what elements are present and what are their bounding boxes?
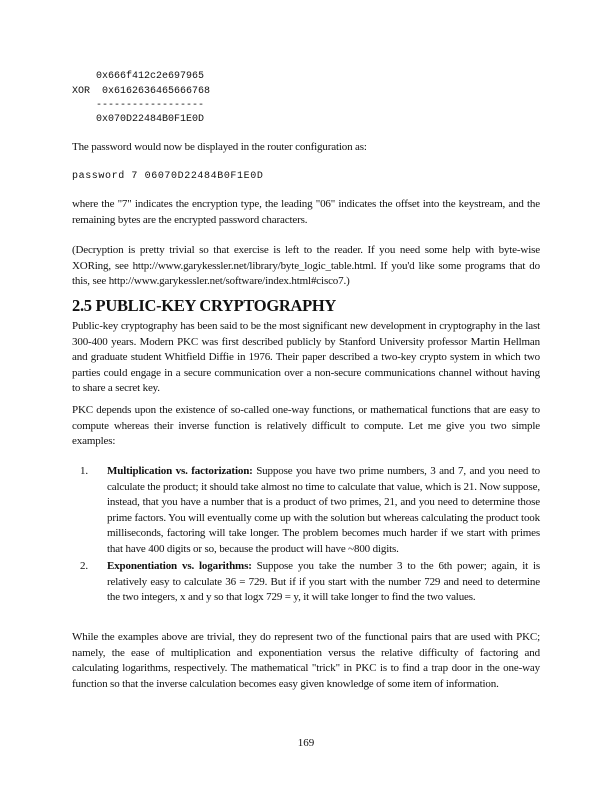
list-item-number: 1. (80, 465, 88, 477)
section-heading: 2.5 PUBLIC-KEY CRYPTOGRAPHY (72, 296, 337, 315)
pkc-one-way-paragraph: PKC depends upon the existence of so-called one-way functions, or mathematical functions that are easy to compute whereas their inverse function is relatively difficult to compute. Let me give you two simple examples: (72, 404, 540, 447)
password-config-line: password 7 06070D22484B0F1E0D (72, 171, 264, 182)
list-item-title: Multiplication vs. factorization: (107, 465, 253, 477)
list-item-text: Suppose you have two prime numbers, 3 and 7, and you need to calculate the product; it should take almost no time to calculate that value, which is 21. Now suppose, instead, that you have a number that is a product of two primes, 21, and you need to determine those prime factors. You will eventually come up with the solution but whereas calculating the product took milliseconds, factoring will take longer. The problem becomes much harder if we start with primes that have 400 digits or so, because the product will have ~800 digits. (107, 465, 541, 555)
xor-code-line-1: 0x666f412c2e697965 (72, 71, 205, 82)
page-number: 169 (297, 737, 315, 749)
list-item-text: Suppose you take the number 3 to the 6th power; again, it is relatively easy to calculate 36 = 729. But if if you start with the number 729 and need to determine the two integers, x and y so that logx 729 = y, it will take longer to find the two values. (107, 560, 540, 603)
password-intro-paragraph: The password would now be displayed in the router configuration as: (72, 141, 367, 153)
encryption-explanation-paragraph: where the "7" indicates the encryption type, the leading "06" indicates the offset into the keystream, and the remaining bytes are the encrypted password characters. (72, 198, 540, 226)
closing-paragraph: While the examples above are trivial, they do represent two of the functional pairs that are used with PKC; namely, the ease of multiplication and exponentiation versus the relative difficulty of factoring and calculating logarithms, respectively. The mathematical "trick" in PKC is to find a trap door in the one-way function so that the inverse calculation becomes easy given knowledge of some item of information. (72, 631, 540, 690)
list-item-title: Exponentiation vs. logarithms: (107, 560, 252, 572)
list-item-number: 2. (80, 560, 88, 572)
list-item (80, 559, 540, 606)
list-item (80, 464, 540, 557)
xor-code-line-4: 0x070D22484B0F1E0D (72, 114, 205, 125)
pkc-intro-paragraph: Public-key cryptography has been said to be the most significant new development in cryptography in the last 300-400 years. Modern PKC was first described publicly by Stanford University professor Martin Hellman and graduate student Whitfield Diffie in 1976. Their paper described a two-key crypto system in which two parties could engage in a secure communication over a non-secure communications channel without having to share a secret key. (72, 320, 540, 394)
examples-list (80, 464, 540, 608)
decryption-note-paragraph: (Decryption is pretty trivial so that exercise is left to the reader. If you need some help with byte-wise XORing, see http://www.garykessler.net/library/byte_logic_table.html. If you'd like some programs that do this, see http://www.garykessler.net/software/index.html#cisco7.) (72, 244, 540, 287)
xor-code-line-3: ------------------ (72, 100, 205, 111)
xor-code-line-2: XOR 0x6162636465666768 (72, 86, 211, 97)
